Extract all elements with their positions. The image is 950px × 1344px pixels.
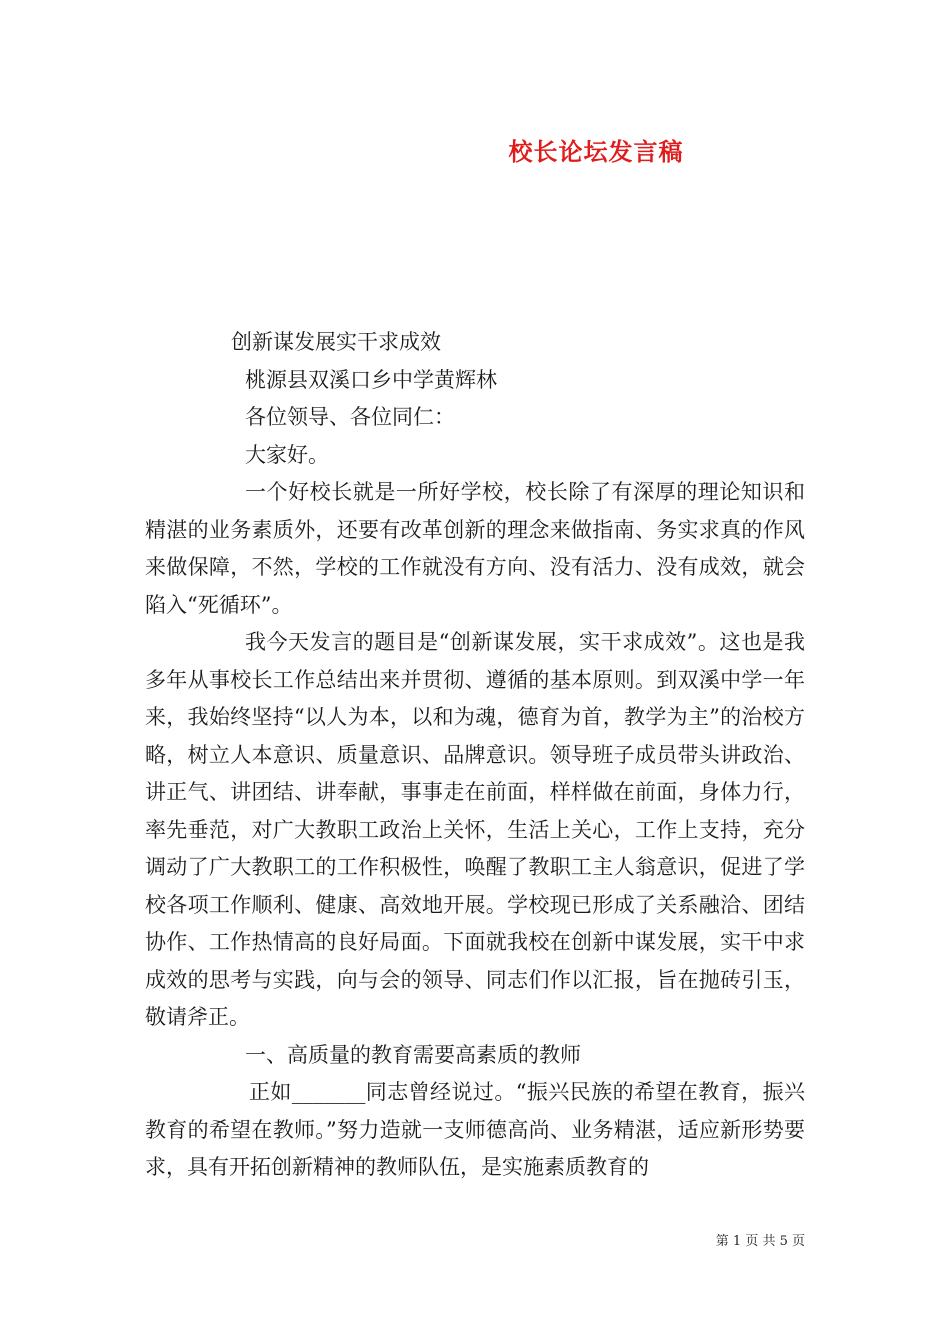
author-line: 桃源县双溪口乡中学黄辉林 <box>245 367 497 392</box>
section-heading: 一、高质量的教育需要高素质的教师 <box>245 1042 581 1067</box>
speech-heading: 创新谋发展实干求成效 <box>231 330 441 354</box>
salutation: 各位领导、各位同仁： <box>245 405 455 429</box>
paragraph: 一个好校长就是一所好学校，校长除了有深厚的理论知识和精湛的业务素质外，还要有改革创新的理念来做指南、务实求真的作风来做保障，不然，学校的工作就没有方向、没有活力、没有成效，就会陷入“死循环”。 <box>145 480 805 617</box>
greeting: 大家好。 <box>245 442 329 467</box>
paragraph: 我今天发言的题目是“创新谋发展，实干求成效”。这也是我多年从事校长工作总结出来并贯彻、遵循的基本原则。到双溪中学一年来，我始终坚持“以人为本，以和为魂，德育为首，教学为主”的治校方略，树立人本意识、质量意识、品牌意识。领导班子成员带头讲政治、讲正气、讲团结、讲奉献，事事走在前面，样样做在前面，身体力行，率先垂范，对广大教职工政治上关怀，生活上关心，工作上支持，充分调动了广大教职工的工作积极性，唤醒了教职工主人翁意识，促进了学校各项工作顺利、健康、高效地开展。学校现已形成了关系融洽、团结协作、工作热情高的良好局面。下面就我校在创新中谋发展，实干中求成效的思考与实践，向与会的领导、同志们作以汇报，旨在抛砖引玉，敬请斧正。 <box>145 630 805 1029</box>
document-title: 校长论坛发言稿 <box>508 137 684 166</box>
section-paragraph: 正如_______同志曾经说过。“振兴民族的希望在教育，振兴教育的希望在教师。”努力造就一支师德高尚、业务精湛，适应新形势要求，具有开拓创新精神的教师队伍，是实施素质教育的 <box>145 1080 805 1179</box>
page-number: 第 1 页 共 5 页 <box>715 1234 805 1249</box>
document-body <box>145 324 805 1187</box>
